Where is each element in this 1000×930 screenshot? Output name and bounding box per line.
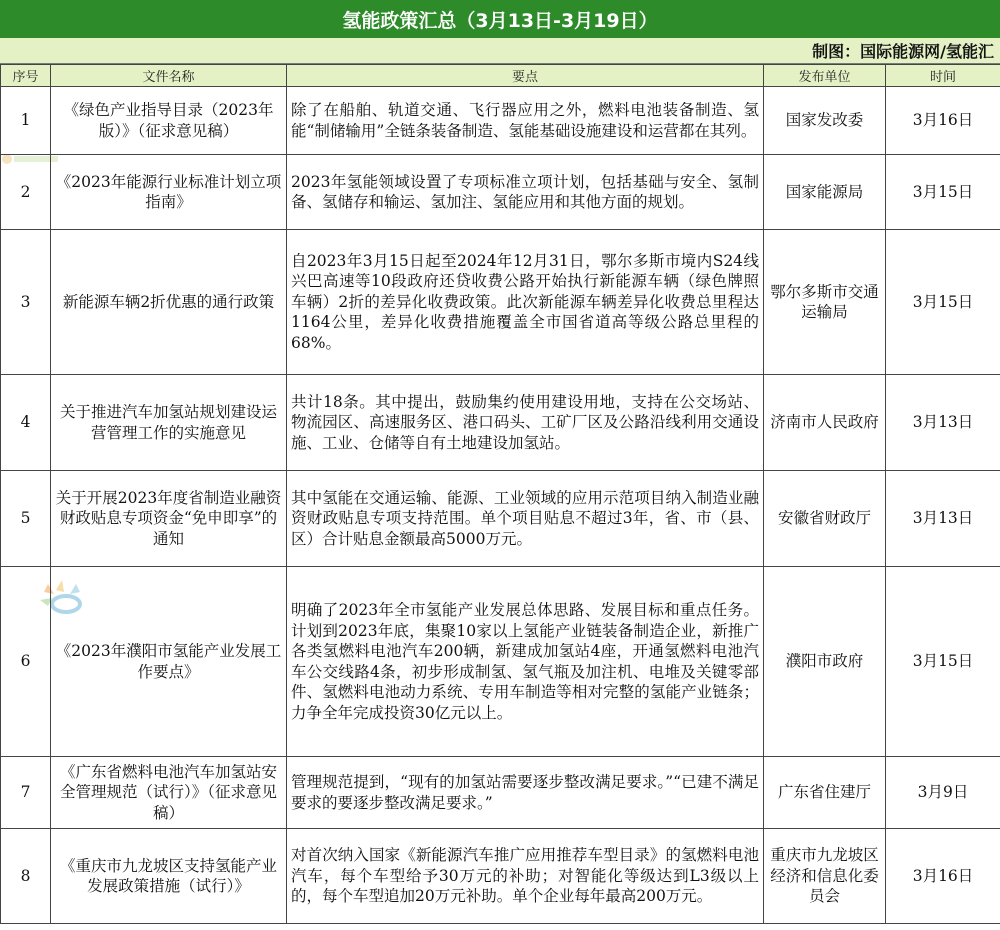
table-row <box>1 757 1000 829</box>
table-row <box>1 375 1000 471</box>
row-name: 《2023年能源行业标准计划立项指南》 <box>51 155 287 230</box>
row-unit: 濮阳市政府 <box>764 567 886 757</box>
policy-table <box>0 64 1000 924</box>
row-date: 3月13日 <box>886 375 1000 471</box>
row-name: 《2023年濮阳市氢能产业发展工作要点》 <box>51 567 287 757</box>
header-num: 序号 <box>1 65 51 87</box>
row-date: 3月15日 <box>886 567 1000 757</box>
table-row <box>1 471 1000 567</box>
table-row <box>1 155 1000 230</box>
page-title: 氢能政策汇总（3月13日-3月19日） <box>0 0 1000 39</box>
table-row <box>1 829 1000 924</box>
row-date: 3月16日 <box>886 87 1000 155</box>
row-unit: 安徽省财政厅 <box>764 471 886 567</box>
row-date: 3月15日 <box>886 230 1000 375</box>
row-unit: 广东省住建厅 <box>764 757 886 829</box>
row-unit: 鄂尔多斯市交通运输局 <box>764 230 886 375</box>
row-num: 2 <box>1 155 51 230</box>
row-date: 3月9日 <box>886 757 1000 829</box>
row-unit: 重庆市九龙坡区经济和信息化委员会 <box>764 829 886 924</box>
row-num: 8 <box>1 829 51 924</box>
credit-line: 制图：国际能源网/氢能汇 <box>0 38 1000 64</box>
row-num: 5 <box>1 471 51 567</box>
row-unit: 国家发改委 <box>764 87 886 155</box>
row-name: 关于推进汽车加氢站规划建设运营管理工作的实施意见 <box>51 375 287 471</box>
row-num: 6 <box>1 567 51 757</box>
row-num: 1 <box>1 87 51 155</box>
row-name: 《重庆市九龙坡区支持氢能产业发展政策措施（试行）》 <box>51 829 287 924</box>
row-name: 《广东省燃料电池汽车加氢站安全管理规范（试行）》（征求意见稿） <box>51 757 287 829</box>
row-num: 7 <box>1 757 51 829</box>
header-name: 文件名称 <box>51 65 287 87</box>
table-row <box>1 230 1000 375</box>
row-points: 其中氢能在交通运输、能源、工业领域的应用示范项目纳入制造业融资财政贴息专项支持范围。单个项目贴息不超过3年，省、市（县、区）合计贴息金额最高5000万元。 <box>287 471 764 567</box>
header-date: 时间 <box>886 65 1000 87</box>
table-row <box>1 87 1000 155</box>
table-header-row <box>1 65 1000 87</box>
row-date: 3月16日 <box>886 829 1000 924</box>
row-points: 共计18条。其中提出，鼓励集约使用建设用地，支持在公交场站、物流园区、高速服务区、港口码头、工矿厂区及公路沿线利用交通设施、工业、仓储等自有土地建设加氢站。 <box>287 375 764 471</box>
row-date: 3月13日 <box>886 471 1000 567</box>
row-points: 管理规范提到，“现有的加氢站需要逐步整改满足要求。”“已建不满足要求的要逐步整改满足要求。” <box>287 757 764 829</box>
table-row <box>1 567 1000 757</box>
header-unit: 发布单位 <box>764 65 886 87</box>
row-name: 《绿色产业指导目录（2023年版）》（征求意见稿） <box>51 87 287 155</box>
header-points: 要点 <box>287 65 764 87</box>
row-points: 对首次纳入国家《新能源汽车推广应用推荐车型目录》的氢燃料电池汽车，每个车型给予30万元的补助；对智能化等级达到L3级以上的，每个车型追加20万元补助。单个企业每年最高200万元。 <box>287 829 764 924</box>
row-points: 除了在船舶、轨道交通、飞行器应用之外，燃料电池装备制造、氢能“制储输用”全链条装备制造、氢能基础设施建设和运营都在其列。 <box>287 87 764 155</box>
row-unit: 济南市人民政府 <box>764 375 886 471</box>
row-num: 4 <box>1 375 51 471</box>
row-points: 2023年氢能领域设置了专项标准立项计划，包括基础与安全、氢制备、氢储存和输运、氢加注、氢能应用和其他方面的规划。 <box>287 155 764 230</box>
row-unit: 国家能源局 <box>764 155 886 230</box>
row-name: 新能源车辆2折优惠的通行政策 <box>51 230 287 375</box>
row-points: 明确了2023年全市氢能产业发展总体思路、发展目标和重点任务。计划到2023年底，集聚10家以上氢能产业链装备制造企业，新推广各类氢燃料电池汽车200辆，新建成加氢站4座，开通氢燃料电池汽车公交线路4条，初步形成制氢、氢气瓶及加注机、电堆及关键零部件、氢燃料电池动力系统、专用车制造等相对完整的氢能产业链条；力争全年完成投资30亿元以上。 <box>287 567 764 757</box>
row-num: 3 <box>1 230 51 375</box>
row-points: 自2023年3月15日起至2024年12月31日，鄂尔多斯市境内S24线兴巴高速等10段政府还贷收费公路开始执行新能源车辆（绿色牌照车辆）2折的差异化收费政策。此次新能源车辆差异化收费总里程达1164公里，差异化收费措施覆盖全市国省道高等级公路总里程的68%。 <box>287 230 764 375</box>
row-date: 3月15日 <box>886 155 1000 230</box>
row-name: 关于开展2023年度省制造业融资财政贴息专项资金“免申即享”的通知 <box>51 471 287 567</box>
